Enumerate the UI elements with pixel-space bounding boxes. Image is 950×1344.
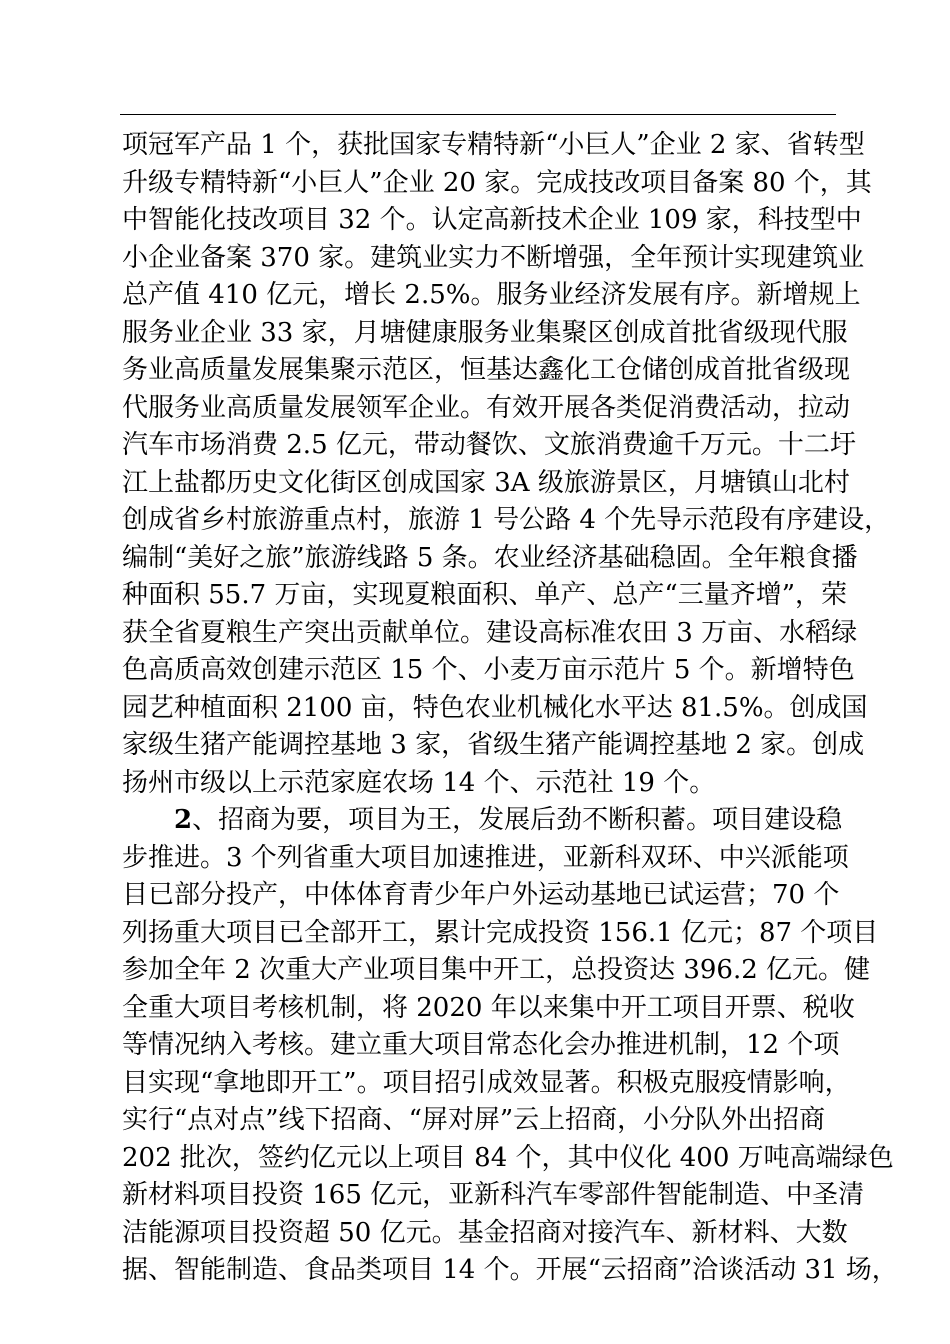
paragraph-line: 新材料项目投资 165 亿元，亚新科汽车零部件智能制造、中圣清: [122, 1180, 865, 1210]
section-2-number: 2: [174, 805, 193, 835]
paragraph-line: 等情况纳入考核。建立重大项目常态化会办推进机制，12 个项: [122, 1030, 840, 1060]
paragraph-line: 家级生猪产能调控基地 3 家，省级生猪产能调控基地 2 家。创成: [122, 730, 865, 760]
paragraph-line: 洁能源项目投资超 50 亿元。基金招商对接汽车、新材料、大数: [122, 1217, 848, 1248]
paragraph-line: 编制“美好之旅”旅游线路 5 条。农业经济基础稳固。全年粮食播: [122, 542, 858, 573]
paragraph-line: 目实现“拿地即开工”。项目招引成效显著。积极克服疫情影响，: [122, 1067, 851, 1098]
paragraph-line: 升级专精特新“小巨人”企业 20 家。完成技改项目备案 80 个，其: [122, 167, 872, 198]
paragraph-line: 服务业企业 33 家，月塘健康服务业集聚区创成首批省级现代服: [122, 317, 848, 348]
paragraph-line: 色高质高效创建示范区 15 个、小麦万亩示范片 5 个。新增特色: [122, 655, 855, 685]
paragraph-line: 扬州市级以上示范家庭农场 14 个、示范社 19 个。: [122, 767, 716, 798]
paragraph-line: 汽车市场消费 2.5 亿元，带动餐饮、文旅消费逾千万元。十二圩: [122, 430, 856, 460]
paragraph-line: 创成省乡村旅游重点村，旅游 1 号公路 4 个先导示范段有序建设，: [122, 505, 891, 535]
document-body: [122, 127, 898, 1290]
paragraph-line: 202 批次，签约亿元以上项目 84 个，其中仪化 400 万吨高端绿色: [122, 1142, 894, 1173]
paragraph-line: 项冠军产品 1 个，获批国家专精特新“小巨人”企业 2 家、省转型: [122, 130, 865, 160]
paragraph-line: 参加全年 2 次重大产业项目集中开工，总投资达 396.2 亿元。健: [122, 955, 871, 985]
paragraph-line: 中智能化技改项目 32 个。认定高新技术企业 109 家，科技型中: [122, 205, 862, 235]
paragraph-line: 小企业备案 370 家。建筑业实力不断增强，全年预计实现建筑业: [122, 242, 865, 273]
section-2-heading-text: 、招商为要，项目为王，发展后劲不断积蓄。项目建设稳: [192, 805, 843, 835]
paragraph-line: 园艺种植面积 2100 亩，特色农业机械化水平达 81.5%。创成国: [122, 692, 868, 723]
paragraph-line: 代服务业高质量发展领军企业。有效开展各类促消费活动，拉动: [122, 392, 851, 423]
section-2-first-line: [122, 802, 858, 840]
paragraph-line: 种面积 55.7 万亩，实现夏粮面积、单产、总产“三量齐增”，荣: [122, 580, 848, 610]
header-rule: [120, 114, 836, 115]
paragraph-line: 目已部分投产，中体体育青少年户外运动基地已试运营；70 个: [122, 880, 840, 910]
paragraph-line: 列扬重大项目已全部开工，累计完成投资 156.1 亿元；87 个项目: [122, 917, 879, 948]
paragraph-line: 实行“点对点”线下招商、“屏对屏”云上招商，小分队外出招商: [122, 1105, 826, 1135]
paragraph-line: 据、智能制造、食品类项目 14 个。开展“云招商”洽谈活动 31 场，: [122, 1255, 898, 1285]
paragraph-line: 步推进。3 个列省重大项目加速推进，亚新科双环、中兴派能项: [122, 842, 849, 873]
paragraph-line: 总产值 410 亿元，增长 2.5%。服务业经济发展有序。新增规上: [122, 280, 861, 310]
paragraph-line: 江上盐都历史文化街区创成国家 3A 级旅游景区，月塘镇山北村: [122, 467, 850, 498]
paragraph-line: 务业高质量发展集聚示范区，恒基达鑫化工仓储创成首批省级现: [122, 355, 851, 385]
paragraph-line: 全重大项目考核机制，将 2020 年以来集中开工项目开票、税收: [122, 992, 855, 1023]
paragraph-line: 获全省夏粮生产突出贡献单位。建设高标准农田 3 万亩、水稻绿: [122, 617, 858, 648]
